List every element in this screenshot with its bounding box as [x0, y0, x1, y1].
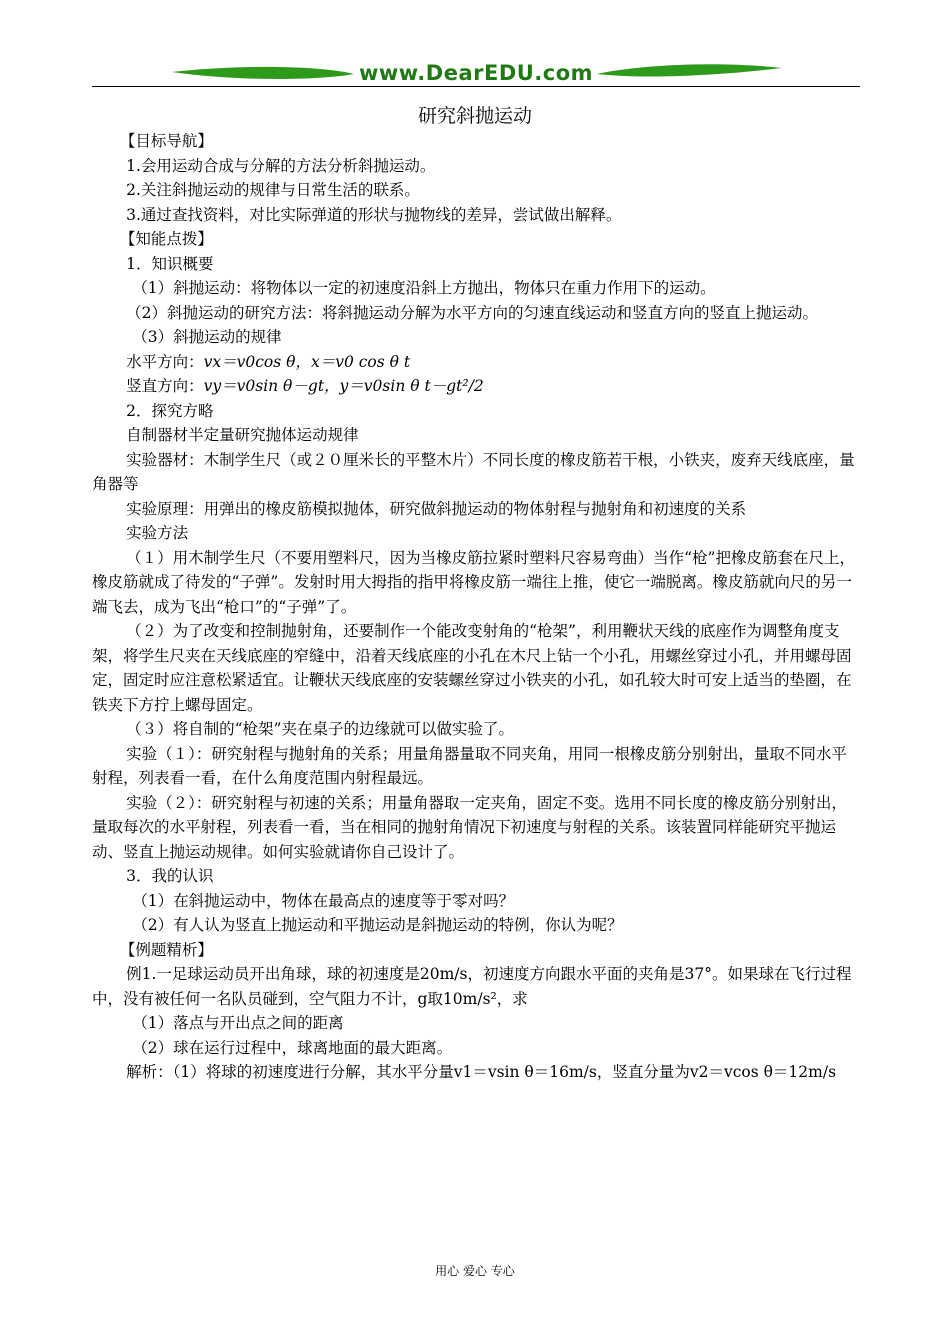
knowledge-heading: 【知能点拨】	[119, 230, 213, 248]
paragraph: （１）用木制学生尺（不要用塑料尺，因为当橡皮筋拉紧时塑料尺容易弯曲）当作“枪”把橡皮筋套在尺上，橡皮筋就成了待发的“子弹”。发射时用大拇指的指甲将橡皮筋一端往上推，使它一端脱离。橡皮筋就向尺的另一端飞去，成为飞出“枪口”的“子弹”了。	[92, 548, 855, 616]
formula-label: 水平方向：	[126, 352, 204, 371]
paragraph: （2）球在运行过程中，球离地面的最大距离。	[132, 1038, 453, 1057]
formula-label: 竖直方向：	[126, 377, 204, 395]
paragraph: （1）落点与开出点之间的距离	[132, 1014, 344, 1032]
paragraph: （1）斜抛运动：将物体以一定的初速度沿斜上方抛出，物体只在重力作用下的运动。	[132, 279, 716, 297]
paragraph: 实验原理：用弹出的橡皮筋模拟抛体，研究做斜抛运动的物体射程与抛射角和初速度的关系	[126, 499, 747, 518]
paragraph: （３）将自制的“枪架”夹在桌子的边缘就可以做实验了。	[126, 720, 514, 738]
goal-heading: 【目标导航】	[119, 132, 213, 150]
paragraph: 实验（１）：研究射程与抛射角的关系；用量角器量取不同夹角，用同一根橡皮筋分别射出，量取不同水平射程，列表看一看，在什么角度范围内射程最远。	[92, 744, 847, 787]
page-footer: 用心 爱心 专心	[435, 1264, 515, 1278]
goal-item: 1.会用运动合成与分解的方法分析斜抛运动。	[126, 156, 436, 175]
paragraph: 例1.一足球运动员开出角球，球的初速度是20m/s，初速度方向跟水平面的夹角是37°。如果球在飞行过程中，没有被任何一名队员碰到，空气阻力不计，g取10m/s²，求	[92, 965, 852, 1008]
paragraph: 实验（２）：研究射程与初速的关系；用量角器取一定夹角，固定不变。选用不同长度的橡皮筋分别射出，量取每次的水平射程，列表看一看，当在相同的抛射角情况下初速度与射程的关系。该装置同样能研究平抛运动、竖直上抛运动规律。如何实验就请你自己设计了。	[92, 793, 847, 861]
paragraph: （3）斜抛运动的规律	[132, 328, 282, 346]
section-title: 3．我的认识	[126, 867, 214, 885]
formula-line	[92, 374, 860, 399]
header-divider	[92, 86, 860, 87]
formula: vx＝v0cos θ，x＝v0 cos θ t	[203, 352, 411, 371]
section-title: 1．知识概要	[126, 254, 214, 273]
paragraph: （1）在斜抛运动中，物体在最高点的速度等于零对吗？	[132, 891, 515, 910]
page-title: 研究斜抛运动	[417, 105, 532, 127]
goal-item: 2.关注斜抛运动的规律与日常生活的联系。	[126, 181, 420, 199]
paragraph: 实验器材：木制学生尺（或２０厘米长的平整木片）不同长度的橡皮筋若干根，小铁夹，废弃天线底座，量角器等	[92, 450, 855, 493]
formula: vy＝v0sin θ－gt，y＝v0sin θ t－gt²/2	[203, 377, 484, 395]
paragraph: （2）斜抛运动的研究方法：将斜抛运动分解为水平方向的匀速直线运动和竖直方向的竖直上抛运动。	[126, 303, 818, 322]
example-heading: 【例题精析】	[119, 940, 213, 959]
formula-line	[92, 350, 860, 375]
paragraph: 自制器材半定量研究抛体运动规律	[126, 426, 359, 444]
paragraph: （2）有人认为竖直上抛运动和平抛运动是斜抛运动的特例，你认为呢？	[132, 916, 623, 934]
goal-item: 3.通过查找资料，对比实际弹道的形状与抛物线的差异，尝试做出解释。	[126, 205, 622, 224]
section-title: 2．探究方略	[126, 401, 214, 420]
paragraph: 实验方法	[126, 524, 189, 542]
document-body	[92, 129, 860, 1085]
paragraph: （２）为了改变和控制抛射角，还要制作一个能改变射角的“枪架”，利用鞭状天线的底座作为调整角度支架，将学生尺夹在天线底座的窄缝中，沿着天线底座的小孔在木尺上钻一个小孔，用螺丝穿过小孔，并用螺母固定，固定时应注意松紧适宜。让鞭状天线底座的安装螺丝穿过小铁夹的小孔，如孔较大时可安上适当的垫圈，在铁夹下方拧上螺母固定。	[92, 622, 852, 714]
site-brand[interactable]: www.DearEDU.com	[358, 61, 594, 85]
paragraph: 解析：（1）将球的初速度进行分解，其水平分量v1＝vsin θ＝16m/s，竖直分量为v2＝vcos θ＝12m/s	[126, 1063, 837, 1081]
